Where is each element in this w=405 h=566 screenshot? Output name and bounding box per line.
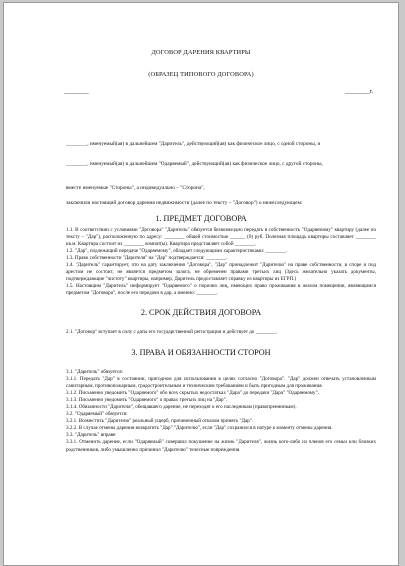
clause-2-1: 2.1. "Договор" вступает в силу с даты его государственной регистрации и действует до ________. — [66, 329, 278, 335]
section-2-heading: 2. СРОК ДЕЙСТВИЯ ДОГОВОРА — [140, 308, 262, 317]
clause-1-2: 1.2. "Дар", подлежащий передаче "Одаряемому", обладает следующими характеристиками: ________. — [66, 248, 288, 255]
document-title: ДОГОВОР ДАРЕНИЯ КВАРТИРЫ — [151, 49, 251, 56]
clause-3-1-4: 3.1.4. Обязанности "Дарителя", обещавшего дарение, не переходят к его наследникам (правопреемникам). — [66, 404, 297, 411]
clause-1-3: 1.3. Право собственности "Дарителя" на "Дар" подтверждается: ________. — [66, 255, 228, 262]
clause-3-1-3: 3.1.3. Письменно уведомить "Одаряемого" о правах третьих лиц на "Дар". — [66, 397, 227, 404]
section-1-heading: 1. ПРЕДМЕТ ДОГОВОРА — [155, 214, 247, 223]
clause-1-5: 1.5. Настоящим "Даритель" информирует "Одаряемого" о порочно лиц, имеющих право проживания в жилом помещении, являющимся предметом "Договора", после его передачи в дар, а именно: ________. — [66, 283, 376, 297]
party-donor-paragraph: ________, именуемый(ая) в дальнейшем "Даритель", действующий(ая) как физическое лицо, с одной стороны, и — [66, 141, 321, 147]
clause-3-3-1: 3.3.1. Отменить дарение, если "Одаряемый" совершил покушение на жизнь "Дарителя", жизнь кого-либо из членов его семьи или близких родственников, либо умышленно причинил "Дарителю" телесные повреждения. — [66, 439, 376, 453]
clause-3-1-2: 3.1.2. Письменно уведомить "Одаряемого" обо всех скрытых недостатках "Дара" до передачи "Дара" "Одаряемому". — [66, 390, 319, 397]
clause-3-1-1: 3.1.1. Передать "Дар" в состоянии, пригодном для использования в целях согласно "Договора". "Дар" должен отвечать установленным санитарным, противопожарным, градостроительным и техническим требованиям и быть пригодным для проживания. — [66, 376, 376, 390]
section-3-clauses — [66, 369, 376, 454]
date-blank: ________г. — [344, 88, 373, 95]
section-1-clauses — [66, 227, 376, 297]
clause-3-2-1: 3.2.1. Возместить "Дарителю" реальный ущерб, причиненный отказом принять "Дар". — [66, 418, 254, 425]
clause-3-3: 3.3. "Даритель" вправе: — [66, 432, 117, 439]
clause-1-1: 1.1. В соответствии с условиями "Договора" "Даритель" обязуется безвозмездно передать в собственность "Одаряемому" квартиру (далее по тексту – "Дар"), расположенную по адресу: ________ общей стоимостью ______ (0) руб. Полезная площадь квартиры составляет ________ кв.м. Квартира состоит из ________ комнат(ы). Квартира представляет собой ________. — [66, 227, 376, 248]
clause-1-4: 1.4. "Даритель" гарантирует, что на дату заключения "Договора", "Дар" принадлежит "Дарителю" на праве собственности, в споре и под арестом не состоит, не является предметом залога, не обременен правами третьих лиц (Здесь желательно указать документы, подтверждающие "чистоту" квартиры, например, Даритель предоставляет справку из квартиры из ЕГРП.) — [66, 262, 376, 283]
clause-3-1: 3.1. "Даритель" обязуется: — [66, 369, 124, 375]
document-subtitle: (ОБРАЗЕЦ ТИПОВОГО ДОГОВОРА) — [148, 71, 254, 78]
clause-3-2: 3.2. "Одаряемый" обязуется: — [66, 411, 128, 418]
section-2-clauses — [66, 329, 376, 336]
party-donee-paragraph: ________, именуемый(ая) в дальнейшем "Одаряемый", действующий(ая) как физическое лицо, с другой стороны, — [66, 161, 323, 167]
place-blank: ________ — [64, 88, 89, 95]
clause-3-2-2: 3.2.2. В случае отмены дарения возвратить "Дар" "Дарителю", если "Дар" сохранился в натуре к моменту отмены дарения. — [66, 425, 333, 432]
concluded-paragraph: заключили настоящий договор дарения недвижимости (далее по тексту – "Договор") о нижеследующем: — [66, 200, 303, 206]
section-3-heading: 3. ПРАВА И ОБЯЗАННОСТИ СТОРОН — [131, 348, 271, 357]
parties-together-paragraph: вместе именуемые "Стороны", а индивидуально – "Сторона", — [66, 185, 205, 191]
document-page[interactable] — [3, 2, 399, 566]
